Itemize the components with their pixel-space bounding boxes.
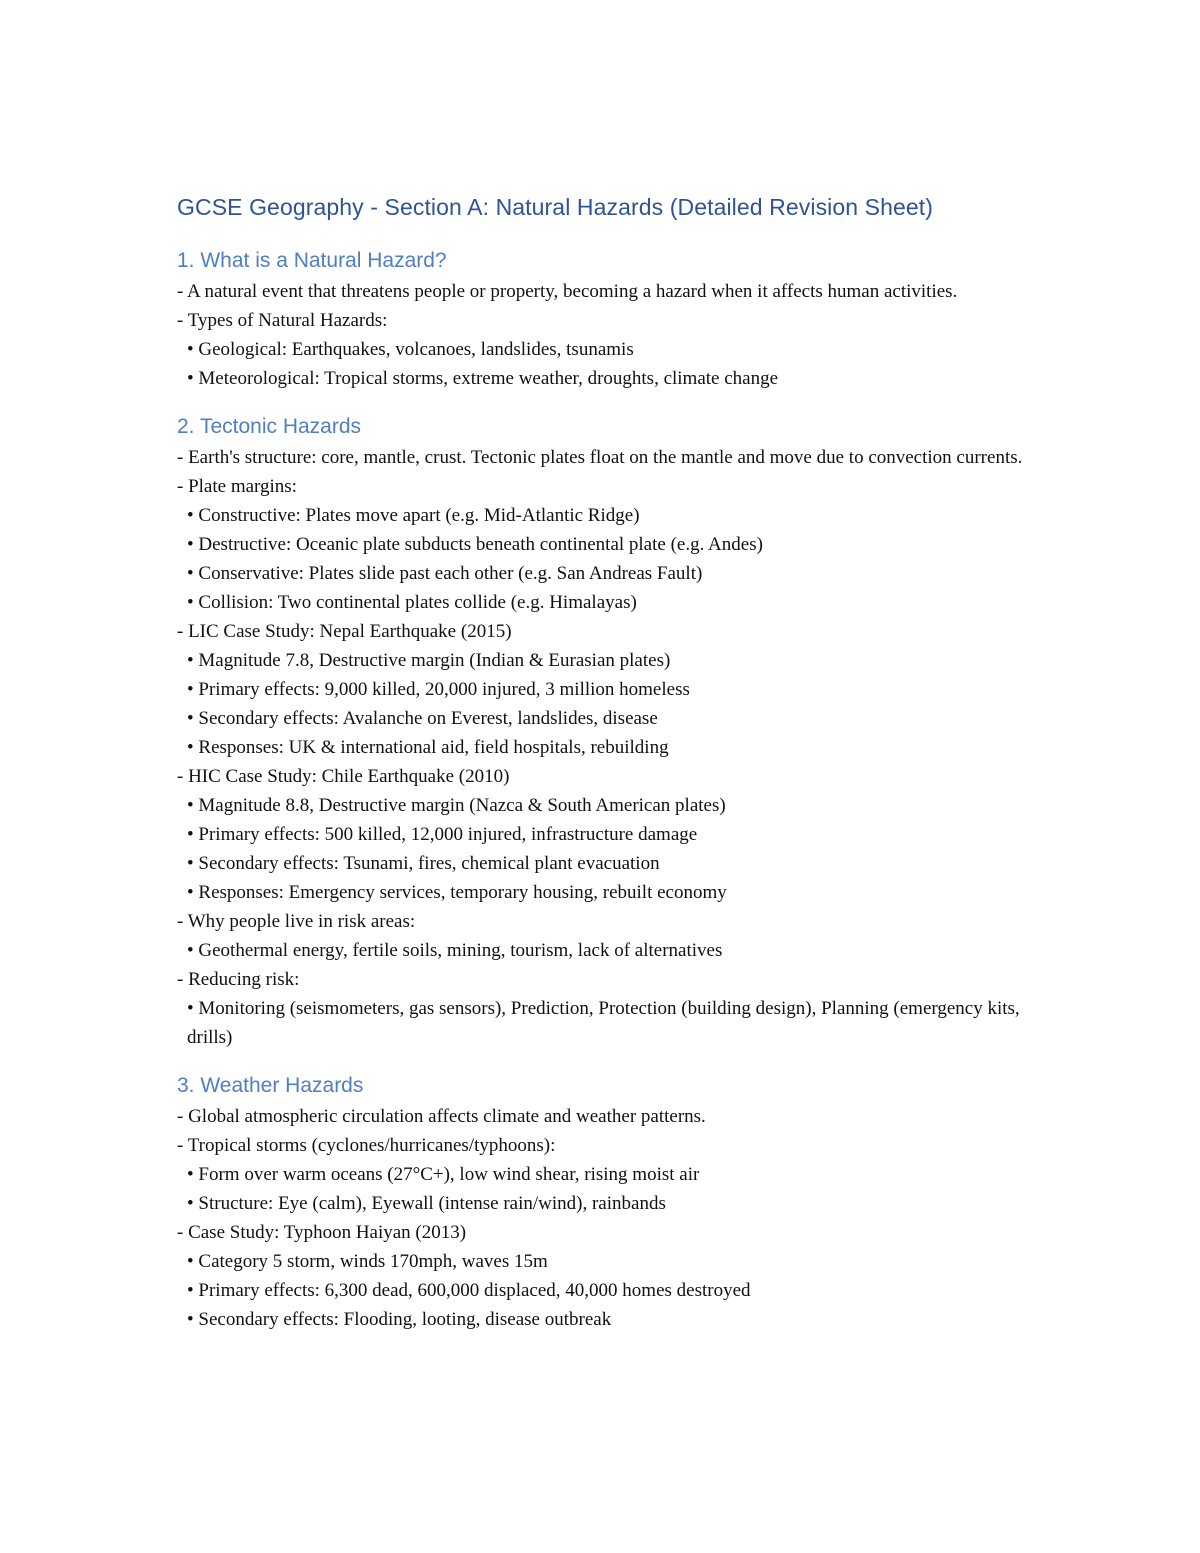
text-line: - Types of Natural Hazards: <box>177 310 388 331</box>
bullet-line: • Secondary effects: Tsunami, fires, chemical plant evacuation <box>187 853 660 874</box>
text-line: - LIC Case Study: Nepal Earthquake (2015) <box>177 621 512 642</box>
document-body <box>177 191 1037 1334</box>
bullet-line: • Collision: Two continental plates collide (e.g. Himalayas) <box>187 592 637 613</box>
section-natural-hazard <box>177 245 1037 393</box>
bullet-line: • Magnitude 7.8, Destructive margin (Indian & Eurasian plates) <box>187 650 671 671</box>
text-line: - Plate margins: <box>177 476 297 497</box>
text-line: - Why people live in risk areas: <box>177 911 416 932</box>
bullet-line: • Geothermal energy, fertile soils, mining, tourism, lack of alternatives <box>187 940 723 961</box>
section-weather-hazards <box>177 1070 1037 1334</box>
bullet-line: • Conservative: Plates slide past each other (e.g. San Andreas Fault) <box>187 563 703 584</box>
bullet-line: • Primary effects: 9,000 killed, 20,000 injured, 3 million homeless <box>187 679 690 700</box>
text-line: - Tropical storms (cyclones/hurricanes/typhoons): <box>177 1135 556 1156</box>
text-line: - Global atmospheric circulation affects climate and weather patterns. <box>177 1106 706 1127</box>
section-tectonic-hazards <box>177 411 1037 1052</box>
text-line: - Reducing risk: <box>177 969 300 990</box>
text-line: - HIC Case Study: Chile Earthquake (2010) <box>177 766 510 787</box>
document-title: GCSE Geography - Section A: Natural Hazards (Detailed Revision Sheet) <box>177 194 934 220</box>
bullet-line: • Secondary effects: Flooding, looting, disease outbreak <box>187 1309 612 1330</box>
bullet-line: • Secondary effects: Avalanche on Everest, landslides, disease <box>187 708 658 729</box>
bullet-line: • Destructive: Oceanic plate subducts beneath continental plate (e.g. Andes) <box>187 534 763 555</box>
section-heading: 1. What is a Natural Hazard? <box>177 249 447 272</box>
text-line: - Earth's structure: core, mantle, crust. Tectonic plates float on the mantle and move due to convection currents. <box>177 447 1023 468</box>
bullet-line: • Primary effects: 6,300 dead, 600,000 displaced, 40,000 homes destroyed <box>187 1280 751 1301</box>
bullet-line: • Geological: Earthquakes, volcanoes, landslides, tsunamis <box>187 339 634 360</box>
bullet-line: • Constructive: Plates move apart (e.g. Mid-Atlantic Ridge) <box>187 505 640 526</box>
bullet-line: • Responses: Emergency services, temporary housing, rebuilt economy <box>187 882 727 903</box>
bullet-line: • Monitoring (seismometers, gas sensors), Prediction, Protection (building design), Planning (emergency kits, drills) <box>187 998 1020 1048</box>
bullet-line: • Primary effects: 500 killed, 12,000 injured, infrastructure damage <box>187 824 698 845</box>
bullet-line: • Structure: Eye (calm), Eyewall (intense rain/wind), rainbands <box>187 1193 666 1214</box>
bullet-line: • Category 5 storm, winds 170mph, waves 15m <box>187 1251 548 1272</box>
section-heading: 2. Tectonic Hazards <box>177 415 362 438</box>
text-line: - A natural event that threatens people or property, becoming a hazard when it affects human activities. <box>177 281 958 302</box>
text-line: - Case Study: Typhoon Haiyan (2013) <box>177 1222 467 1243</box>
section-heading: 3. Weather Hazards <box>177 1074 364 1097</box>
bullet-line: • Magnitude 8.8, Destructive margin (Nazca & South American plates) <box>187 795 726 816</box>
bullet-line: • Form over warm oceans (27°C+), low wind shear, rising moist air <box>187 1164 700 1185</box>
bullet-line: • Responses: UK & international aid, field hospitals, rebuilding <box>187 737 669 758</box>
bullet-line: • Meteorological: Tropical storms, extreme weather, droughts, climate change <box>187 368 779 389</box>
